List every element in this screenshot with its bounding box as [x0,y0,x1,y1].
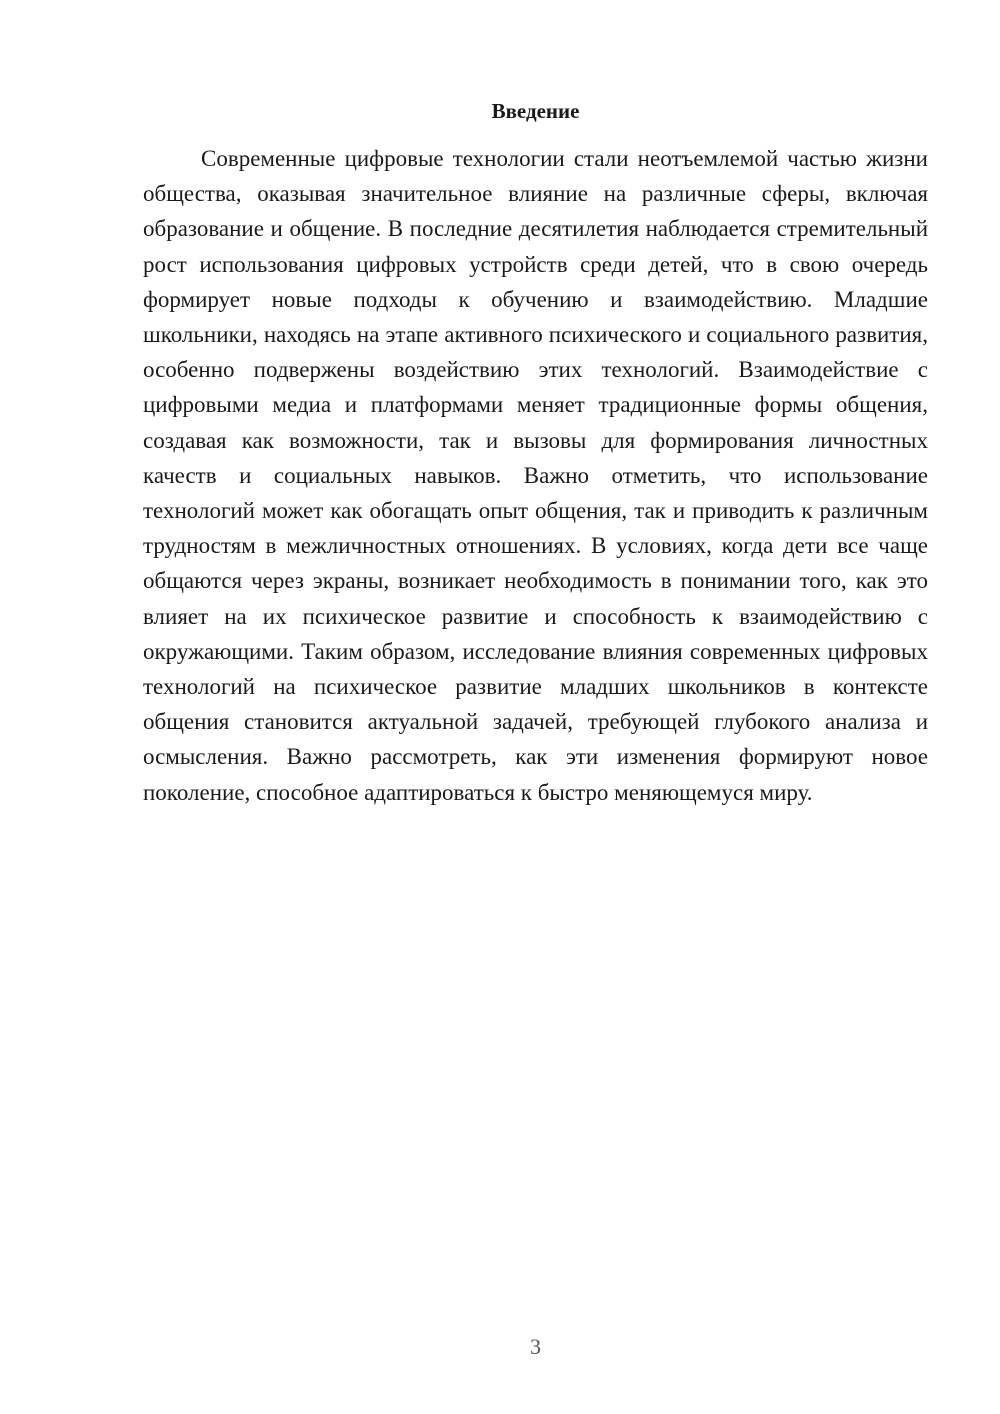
page-number: 3 [530,1334,541,1359]
intro-paragraph: Современные цифровые технологии стали неотъемлемой частью жизни общества, оказывая значительное влияние на различные сферы, включая образование и общение. В последние десятилетия наблюдается стремительный рост использования цифровых устройств среди детей, что в свою очередь формирует новые подходы к обучению и взаимодействию. Младшие школьники, находясь на этапе активного психического и социального развития, особенно подвержены воздействию этих технологий. Взаимодействие с цифровыми медиа и платформами меняет традиционные формы общения, создавая как возможности, так и вызовы для формирования личностных качеств и социальных навыков. Важно отметить, что использование технологий может как обогащать опыт общения, так и приводить к различным трудностям в межличностных отношениях. В условиях, когда дети все чаще общаются через экраны, возникает необходимость в понимании того, как это влияет на их психическое развитие и способность к взаимодействию с окружающими. Таким образом, исследование влияния современных цифровых технологий на психическое развитие младших школьников в контексте общения становится актуальной задачей, требующей глубокого анализа и осмысления. Важно рассмотреть, как эти изменения формируют новое поколение, способное адаптироваться к быстро меняющемуся миру. [143,146,928,805]
section-heading: Введение [491,99,580,123]
